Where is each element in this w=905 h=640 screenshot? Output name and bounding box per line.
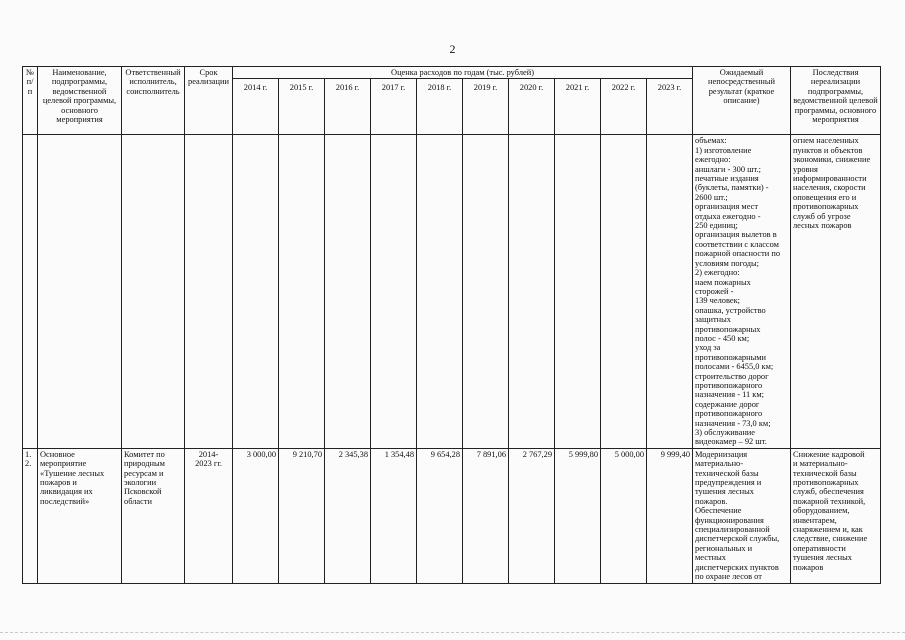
cell-consequences-continuation [791,135,881,448]
year-header: 2020 г. [509,79,555,135]
cell-text-line: уровня [793,164,818,174]
cell-text-line: Снижение кадровой [793,449,865,459]
cell-empty [279,135,325,448]
cell-text-line: противопожарного [695,409,763,419]
cell-text-line: природным [124,459,165,469]
cell-text-line: противопожарных [793,478,859,488]
year-header: 2022 г. [601,79,647,135]
cell-text-line: информированности [793,174,867,184]
cell-text-line: материально- [695,459,744,469]
cell-text-line: Комитет по [124,449,165,459]
cell-empty [601,135,647,448]
year-header: 2021 г. [555,79,601,135]
cell-text-line: огнем населенных [793,136,859,146]
cell-text-line: технической базы [695,468,759,478]
cell-cost-2018: 9 654,28 [417,448,463,583]
cell-text-line: 2600 шт.; [695,192,728,202]
budget-table [22,66,881,584]
cell-text-line: региональных и [695,543,753,553]
cell-text-line: полос - 450 км; [695,333,750,343]
cell-text-line: печатные издания [695,174,759,184]
cell-text-line: наем пожарных [695,277,751,287]
cell-text-line: содержание дорог [695,399,760,409]
year-header: 2017 г. [371,79,417,135]
cell-text-line: ресурсам и [124,468,164,478]
cell-text-line: Обеспечение [695,506,742,516]
cell-text-line: снаряжением и, как [793,525,863,535]
header-consequences: Последствия нереализации подпрограммы, ведомственной целевой программы, основного мероприятия [791,67,881,135]
year-header: 2019 г. [463,79,509,135]
cell-text-line: пожаров [793,562,824,572]
cell-text-line: 2) ежегодно: [695,268,740,278]
cell-text-line: полосами - 6455,0 км; [695,362,774,372]
cell-text-line: пожарной техникой, [793,496,866,506]
cell-text-line: тушения лесных [793,553,852,563]
cell-cost-2015: 9 210,70 [279,448,325,583]
cell-text-line: инвентарем, [793,515,837,525]
cell-text-line: Основное [40,449,75,459]
cell-text-line: противопожарных [695,324,761,334]
cell-cost-2017: 1 354,48 [371,448,417,583]
cell-empty [509,135,555,448]
cell-text-line: ежегодно: [695,155,731,165]
cell-result-continuation [693,135,791,448]
cell-cost-2022: 5 000,00 [601,448,647,583]
cell-cost-2020: 2 767,29 [509,448,555,583]
cell-empty [122,135,185,448]
cell-text-line: служб, обеспечения [793,487,864,497]
header-name: Наименование, подпрограммы, ведомственной целевой программы, основного мероприятия [38,67,122,135]
cell-empty [417,135,463,448]
header-result: Ожидаемый непосредственный результат (краткое описание) [693,67,791,135]
page-number: 2 [449,42,456,56]
cell-text-line: защитных [695,315,731,325]
cell-text-line: аншлаги - 300 шт.; [695,164,761,174]
cell-text-line: пунктов и объектов [793,145,863,155]
cell-text-line: тушения лесных [695,487,754,497]
year-header: 2014 г. [233,79,279,135]
cell-empty [647,135,693,448]
cell-text-line: местных [695,553,726,563]
cell-text-line: противопожарными [695,352,767,362]
cell-text-line: последствий» [40,496,90,506]
cell-text-line: «Тушение лесных [40,468,105,478]
cell-cost-2021: 5 999,80 [555,448,601,583]
cell-text-line: сторожей - [695,286,734,296]
cell-cost-2023: 9 999,40 [647,448,693,583]
cell-text-line: функционирования [695,515,764,525]
cell-text-line: Модернизация [695,449,748,459]
cell-text-line: технической базы [793,468,857,478]
cell-term [185,448,233,583]
cell-text-line: 139 человек; [695,296,740,306]
cell-empty [555,135,601,448]
cell-text-line: 2014- [198,449,219,459]
cell-text-line: Псковской [124,487,162,497]
cell-text-line: оперативности [793,543,846,553]
cell-empty [463,135,509,448]
cell-cost-2019: 7 891,06 [463,448,509,583]
cell-text-line: противопожарных [793,202,859,212]
cell-text-line: 1) изготовление [695,145,752,155]
cell-text-line: служб об угрозе [793,211,851,221]
table-row-continuation [23,135,881,448]
cell-text-line: организация вылетов в [695,230,777,240]
cell-text-line: организация мест [695,202,759,212]
cell-text-line: назначения - 11 км; [695,390,764,400]
cell-empty [371,135,417,448]
cell-text-line: противопожарного [695,380,763,390]
cell-empty [38,135,122,448]
cell-text-line: экономики, снижение [793,155,871,165]
header-costs: Оценка расходов по годам (тыс. рублей) [233,67,693,79]
cell-text-line: диспетчерских пунктов [695,562,779,572]
cell-text-line: объемах: [695,136,727,146]
cell-text-line: условиям погоды; [695,258,760,268]
cell-result [693,448,791,583]
cell-consequences [791,448,881,583]
cell-measure-name [38,448,122,583]
cell-text-line: оповещения его и [793,192,857,202]
cell-text-line: строительство дорог [695,371,769,381]
cell-text-line: отдыха ежегодно - [695,211,761,221]
cell-cost-2014: 3 000,00 [233,448,279,583]
cell-empty [325,135,371,448]
cell-empty [233,135,279,448]
cell-number: 1.2. [23,448,38,583]
header-term: Срок реализации [185,67,233,135]
cell-text-line: по охране лесов от [695,572,762,582]
cell-cost-2016: 2 345,38 [325,448,371,583]
year-header: 2015 г. [279,79,325,135]
cell-text-line: предупреждения и [695,478,762,488]
cell-text-line: 3) обслуживание [695,428,756,437]
cell-text-line: области [124,496,152,506]
cell-text-line: 2023 гг. [195,459,222,469]
cell-text-line: оборудованием, [793,506,850,516]
year-header: 2023 г. [647,79,693,135]
cell-text-line: мероприятие [40,459,87,469]
cell-text-line: соответствии с классом [695,239,779,249]
header-responsible: Ответственный исполнитель, соисполнитель [122,67,185,135]
cell-text-line: населения, скорости [793,183,866,193]
cell-text-line: следствие, снижение [793,534,868,544]
cell-text-line: назначения - 73,0 км; [695,418,771,428]
cell-text-line: специализированной [695,525,770,535]
cell-text-line: 250 единиц; [695,221,738,231]
header-row [23,67,881,79]
cell-text-line: диспетчерской службы, [695,534,780,544]
cell-empty [185,135,233,448]
cell-text-line: пожаров. [695,496,728,506]
cell-text-line: (буклеты, памятки) - [695,183,769,193]
cell-text-line: экологии [124,478,157,488]
header-number: № п/п [23,67,38,135]
scan-edge-line [0,632,905,633]
cell-text-line: видеокамер – 92 шт. [695,437,767,447]
cell-text-line: пожарной опасности по [695,249,781,259]
cell-empty [23,135,38,448]
cell-text-line: уход за [695,343,721,353]
cell-text-line: лесных пожаров [793,221,852,231]
cell-text-line: опашка, устройство [695,305,766,315]
cell-text-line: и материально- [793,459,848,469]
cell-responsible [122,448,185,583]
cell-text-line: ликвидация их [40,487,93,497]
table-row-1-2 [23,448,881,583]
cell-text-line: пожаров и [40,478,77,488]
year-header: 2016 г. [325,79,371,135]
year-header: 2018 г. [417,79,463,135]
